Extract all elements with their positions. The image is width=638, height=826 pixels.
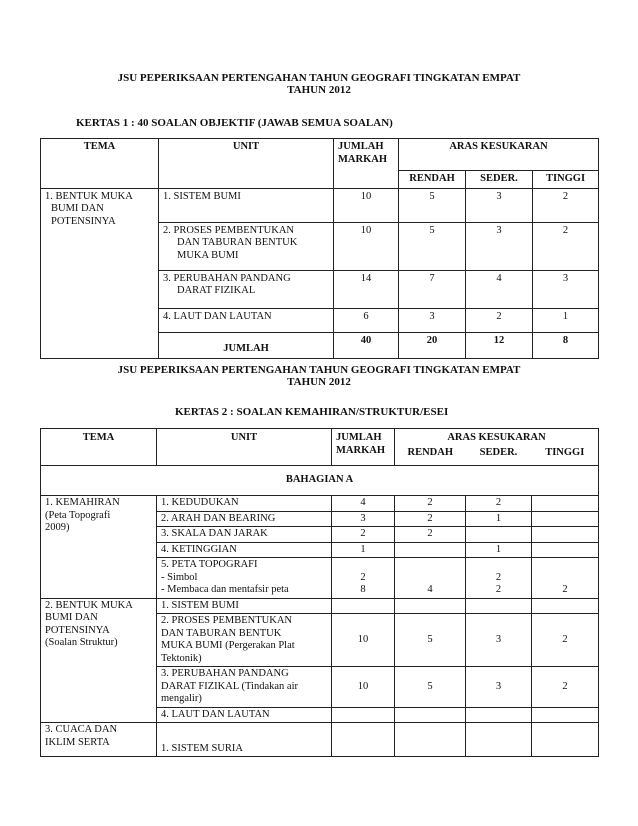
p2-b-rendah-2: 5 (395, 614, 466, 667)
p2-tema-3 (41, 723, 157, 757)
paper1-table (40, 138, 599, 359)
p2-cuaca-tinggi (532, 723, 599, 757)
p1-unit-4: 4. LAUT DAN LAUTAN (159, 308, 334, 332)
p2-k-seder-3 (466, 527, 532, 543)
p2-cuaca-unit: 1. SISTEM SURIA (157, 723, 332, 757)
p2-b-unit-2-l2: DAN TABURAN BENTUK (161, 627, 282, 639)
p2-tema-1-l1: 1. KEMAHIRAN (45, 497, 120, 508)
p1-th-jumlah (334, 139, 399, 189)
doc-title-2 (0, 364, 638, 388)
p2-b-unit-4: 4. LAUT DAN LAUTAN (157, 707, 332, 723)
p2-b-jumlah-1 (332, 598, 395, 614)
p2-b-seder-3: 3 (466, 667, 532, 708)
p1-unit-2-l2: DAN TABURAN BENTUK (177, 237, 298, 248)
p1-seder-1: 3 (466, 188, 533, 222)
p2-k-rendah-1: 2 (395, 496, 466, 512)
p1-total-label: JUMLAH (159, 332, 334, 358)
p2-th-tinggi: TINGGI (532, 446, 599, 466)
p1-jumlah-1: 10 (334, 188, 399, 222)
p2-k-unit-3: 3. SKALA DAN JARAK (157, 527, 332, 543)
p2-k-tinggi-2 (532, 511, 599, 527)
p2-b-seder-4 (466, 707, 532, 723)
paper2-table (40, 428, 599, 757)
p1-total-seder: 12 (466, 332, 533, 358)
p2-b-unit-2 (157, 614, 332, 667)
p1-th-jumlah-2: MARKAH (338, 153, 387, 165)
p2-k-tinggi-1 (532, 496, 599, 512)
p2-k-seder-4: 1 (466, 542, 532, 558)
p1-seder-4: 2 (466, 308, 533, 332)
p1-th-rendah: RENDAH (399, 171, 466, 189)
p2-b-tinggi-3: 2 (532, 667, 599, 708)
p1-tema (41, 188, 159, 332)
p2-peta-unit (157, 558, 332, 599)
p2-section-a: BAHAGIAN A (41, 466, 599, 496)
p2-tema-1 (41, 496, 157, 599)
p2-th-tema: TEMA (41, 429, 157, 466)
p2-b-seder-2: 3 (466, 614, 532, 667)
paper1-subtitle: KERTAS 1 : 40 SOALAN OBJEKTIF (JAWAB SEMUA SOALAN) (76, 117, 393, 129)
table-row (41, 723, 599, 757)
p2-k-rendah-3: 2 (395, 527, 466, 543)
paper2-subtitle: KERTAS 2 : SOALAN KEMAHIRAN/STRUKTUR/ESEI (175, 406, 449, 418)
p2-b-unit-3-l2: DARAT FIZIKAL (Tindakan air (161, 680, 298, 692)
p2-k-jumlah-3: 2 (332, 527, 395, 543)
p2-b-unit-2-l1: 2. PROSES PEMBENTUKAN (161, 615, 292, 626)
p2-b-tinggi-4 (532, 707, 599, 723)
p2-tema-2-l1: 2. BENTUK MUKA (45, 599, 133, 611)
p2-k-unit-1: 1. KEDUDUKAN (157, 496, 332, 512)
p2-peta-jumlah-1: 2 (360, 571, 366, 583)
p2-tema-2-l3: POTENSINYA (45, 624, 110, 636)
p1-tinggi-4: 1 (533, 308, 599, 332)
p1-th-unit: UNIT (159, 139, 334, 189)
table-row (41, 188, 599, 222)
p1-tema-2: BUMI DAN (51, 203, 104, 214)
p1-th-tema: TEMA (41, 139, 159, 189)
p2-b-seder-1 (466, 598, 532, 614)
p1-rendah-3: 7 (399, 270, 466, 308)
p1-th-seder: SEDER. (466, 171, 533, 189)
p2-cuaca-rendah (395, 723, 466, 757)
p2-th-jumlah-2: MARKAH (336, 444, 385, 456)
p2-peta-tinggi: 2 (532, 558, 599, 599)
p2-b-unit-2-l4: Tektonik) (161, 652, 202, 664)
title-line-2: TAHUN 2012 (287, 376, 351, 388)
p2-b-rendah-1 (395, 598, 466, 614)
p2-b-jumlah-4 (332, 707, 395, 723)
p2-tema-2 (41, 598, 157, 723)
p2-peta-jumlah (332, 558, 395, 599)
p2-k-jumlah-2: 3 (332, 511, 395, 527)
p1-seder-2: 3 (466, 222, 533, 270)
p2-k-rendah-4 (395, 542, 466, 558)
p1-rendah-4: 3 (399, 308, 466, 332)
p2-b-unit-3-l1: 3. PERUBAHAN PANDANG (161, 668, 289, 679)
p1-unit-2 (159, 222, 334, 270)
p1-total-blank (41, 332, 159, 358)
p2-k-rendah-2: 2 (395, 511, 466, 527)
p2-tema-1-l2: (Peta Topografi (45, 509, 111, 521)
p1-tinggi-3: 3 (533, 270, 599, 308)
p2-k-jumlah-1: 4 (332, 496, 395, 512)
doc-title-1 (0, 72, 638, 96)
p2-cuaca-seder (466, 723, 532, 757)
table-row (41, 496, 599, 512)
p1-jumlah-3: 14 (334, 270, 399, 308)
p2-k-unit-2: 2. ARAH DAN BEARING (157, 511, 332, 527)
p2-b-unit-1: 1. SISTEM BUMI (157, 598, 332, 614)
p2-b-rendah-3: 5 (395, 667, 466, 708)
title-line-2: TAHUN 2012 (287, 84, 351, 96)
p1-tema-3: POTENSINYA (51, 215, 116, 227)
p2-b-tinggi-1 (532, 598, 599, 614)
p2-peta-rendah: 4 (395, 558, 466, 599)
p1-tema-1: 1. BENTUK MUKA (45, 190, 133, 202)
p1-total-rendah: 20 (399, 332, 466, 358)
p2-b-rendah-4 (395, 707, 466, 723)
p2-b-jumlah-3: 10 (332, 667, 395, 708)
p2-th-rendah: RENDAH (395, 446, 466, 466)
p2-th-jumlah-1: JUMLAH (336, 432, 382, 443)
p1-th-aras: ARAS KESUKARAN (399, 139, 599, 171)
p2-th-unit: UNIT (157, 429, 332, 466)
title-line-1: JSU PEPERIKSAAN PERTENGAHAN TAHUN GEOGRAFI TINGKATAN EMPAT (117, 364, 521, 376)
p2-k-tinggi-3 (532, 527, 599, 543)
p1-jumlah-4: 6 (334, 308, 399, 332)
p1-unit-2-l1: 2. PROSES PEMBENTUKAN (163, 224, 294, 236)
p2-peta-l2: - Simbol (161, 571, 198, 583)
p2-b-unit-3-l3: mengalir) (161, 693, 202, 704)
table-row (41, 598, 599, 614)
p1-rendah-1: 5 (399, 188, 466, 222)
p1-tinggi-1: 2 (533, 188, 599, 222)
p2-peta-jumlah-2: 8 (360, 584, 366, 595)
p1-th-tinggi: TINGGI (533, 171, 599, 189)
p1-th-jumlah-1: JUMLAH (338, 141, 384, 152)
p1-unit-3-l2: DARAT FIZIKAL (177, 285, 256, 296)
p2-k-seder-2: 1 (466, 511, 532, 527)
p1-unit-3 (159, 270, 334, 308)
p2-th-aras: ARAS KESUKARAN (395, 429, 599, 446)
p2-b-unit-2-l3: MUKA BUMI (Pergerakan Plat (161, 640, 295, 651)
p1-unit-2-l3: MUKA BUMI (177, 249, 239, 261)
p2-k-unit-4: 4. KETINGGIAN (157, 542, 332, 558)
p1-jumlah-2: 10 (334, 222, 399, 270)
p2-tema-1-l3: 2009) (45, 522, 70, 533)
p2-peta-seder (466, 558, 532, 599)
p2-b-jumlah-2: 10 (332, 614, 395, 667)
table-row (41, 332, 599, 358)
p1-rendah-2: 5 (399, 222, 466, 270)
p2-peta-l3: - Membaca dan mentafsir peta (161, 584, 289, 595)
p1-tinggi-2: 2 (533, 222, 599, 270)
p2-b-unit-3 (157, 667, 332, 708)
p2-b-tinggi-2: 2 (532, 614, 599, 667)
p1-unit-1: 1. SISTEM BUMI (159, 188, 334, 222)
p2-tema-2-l4: (Soalan Struktur) (45, 637, 118, 648)
p2-th-seder: SEDER. (466, 446, 532, 466)
p2-th-jumlah (332, 429, 395, 466)
p2-peta-l1: 5. PETA TOPOGRAFI (161, 559, 258, 570)
p2-peta-seder-2: 2 (495, 584, 502, 595)
p2-tema-2-l2: BUMI DAN (45, 612, 98, 623)
p1-seder-3: 4 (466, 270, 533, 308)
p2-k-seder-1: 2 (466, 496, 532, 512)
p2-k-jumlah-4: 1 (332, 542, 395, 558)
p2-tema-3-l1: 3. CUACA DAN (45, 724, 118, 735)
p1-total-jumlah: 40 (334, 332, 399, 358)
p1-unit-3-l1: 3. PERUBAHAN PANDANG (163, 272, 291, 284)
title-line-1: JSU PEPERIKSAAN PERTENGAHAN TAHUN GEOGRAFI TINGKATAN EMPAT (117, 72, 521, 84)
p2-k-tinggi-4 (532, 542, 599, 558)
p1-total-tinggi: 8 (533, 332, 599, 358)
p2-peta-seder-1: 2 (495, 571, 502, 583)
p2-cuaca-jumlah (332, 723, 395, 757)
p2-tema-3-l2: IKLIM SERTA (45, 736, 110, 748)
